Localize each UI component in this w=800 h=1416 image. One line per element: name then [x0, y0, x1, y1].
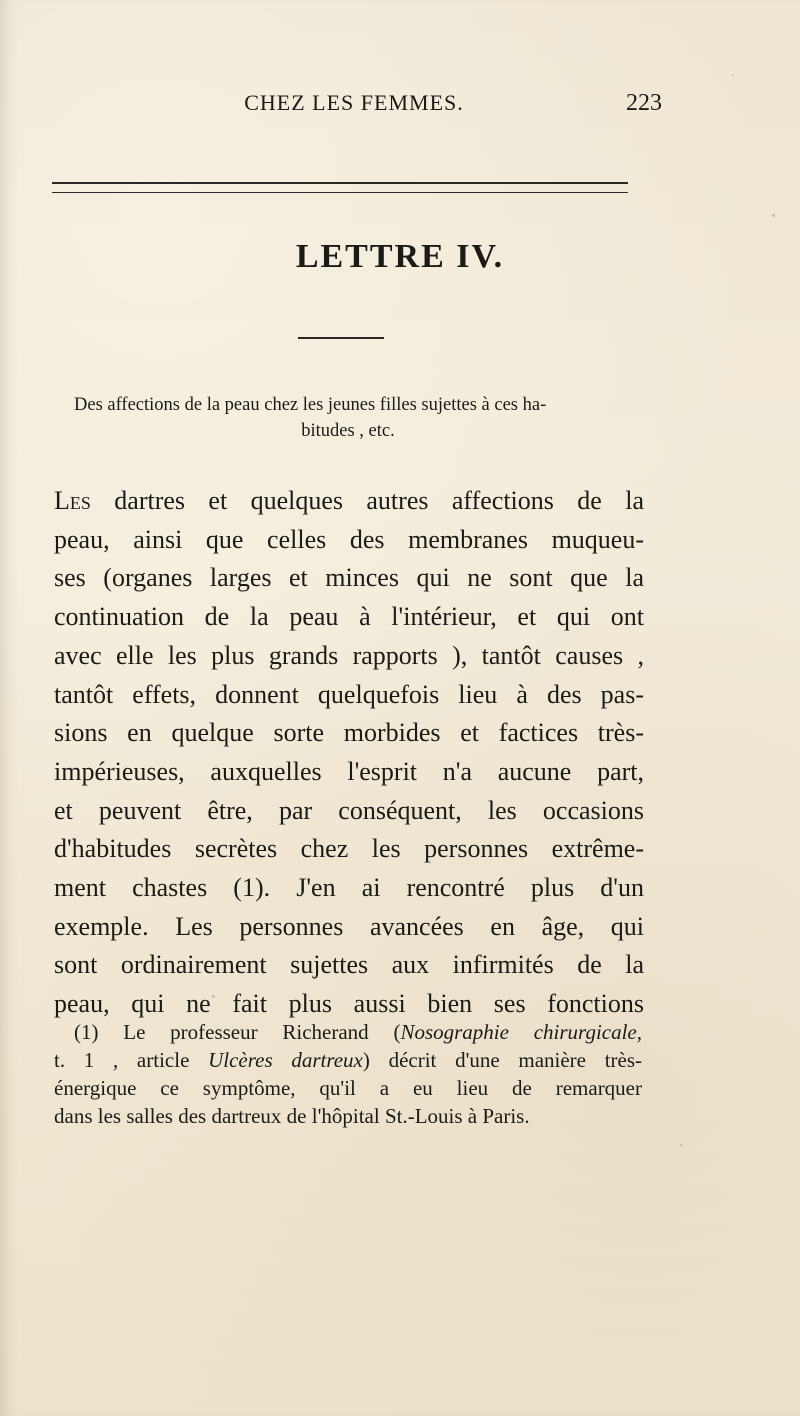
body-line: sont ordinairement sujettes aux infirmités de la — [54, 950, 644, 980]
body-line: d'habitudes secrètes chez les personnes extrême- — [54, 834, 644, 864]
body-line: peau, qui ne fait plus aussi bien ses fonctions — [54, 989, 644, 1019]
body-line — [54, 482, 644, 521]
chapter-title: LETTRE IV. — [295, 238, 505, 275]
paper-speck — [212, 995, 215, 998]
body-line: peau, ainsi que celles des membranes muqueu- — [54, 524, 644, 554]
body-line-text: dartres et quelques autres affections de la — [90, 486, 644, 515]
footnote-line — [54, 1046, 642, 1074]
footnote-line — [54, 1018, 642, 1046]
footnote-line: énergique ce symptôme, qu'il a eu lieu de remarquer — [54, 1076, 642, 1100]
subtitle-line: bitudes , etc. — [301, 421, 395, 441]
body-line: avec elle les plus grands rapports ), tantôt causes , — [54, 640, 644, 670]
footnote — [54, 1018, 642, 1130]
footnote-line: dans les salles des dartreux de l'hôpital St.-Louis à Paris. — [54, 1104, 530, 1128]
page-number: 223 — [626, 90, 662, 116]
chapter-subtitle — [74, 392, 622, 444]
opening-word: Les — [54, 486, 91, 515]
footnote-text: ) décrit d'une manière très- — [362, 1048, 643, 1072]
footnote-article-title: Ulcères dartreux — [208, 1048, 363, 1072]
footnote-text: (1) Le professeur Richerand ( — [74, 1020, 401, 1044]
body-line: sions en quelque sorte morbides et factices très- — [54, 718, 644, 748]
subtitle-line: Des affections de la peau chez les jeunes filles sujettes à ces ha- — [74, 395, 547, 415]
double-rule-divider — [52, 182, 628, 193]
body-line: continuation de la peau à l'intérieur, et qui ont — [54, 602, 644, 632]
paper-speck — [772, 214, 775, 217]
body-line: ses (organes larges et minces qui ne sont que la — [54, 563, 644, 593]
footnote-text: t. 1 , article — [54, 1048, 209, 1072]
running-head — [54, 90, 662, 122]
body-line: et peuvent être, par conséquent, les occasions — [54, 795, 644, 825]
short-rule-divider — [298, 337, 384, 339]
body-line: exemple. Les personnes avancées en âge, qui — [54, 911, 644, 941]
body-line: impérieuses, auxquelles l'esprit n'a aucune part, — [54, 756, 644, 786]
footnote-book-title: Nosographie chirurgicale, — [400, 1020, 643, 1044]
body-line: ment chastes (1). J'en ai rencontré plus d'un — [54, 873, 644, 903]
running-title: CHEZ LES FEMMES. — [244, 90, 464, 115]
paper-speck — [680, 1144, 682, 1146]
body-line: tantôt effets, donnent quelquefois lieu à des pas- — [54, 679, 644, 709]
paper-speck — [732, 74, 734, 76]
body-paragraph — [54, 482, 644, 1024]
